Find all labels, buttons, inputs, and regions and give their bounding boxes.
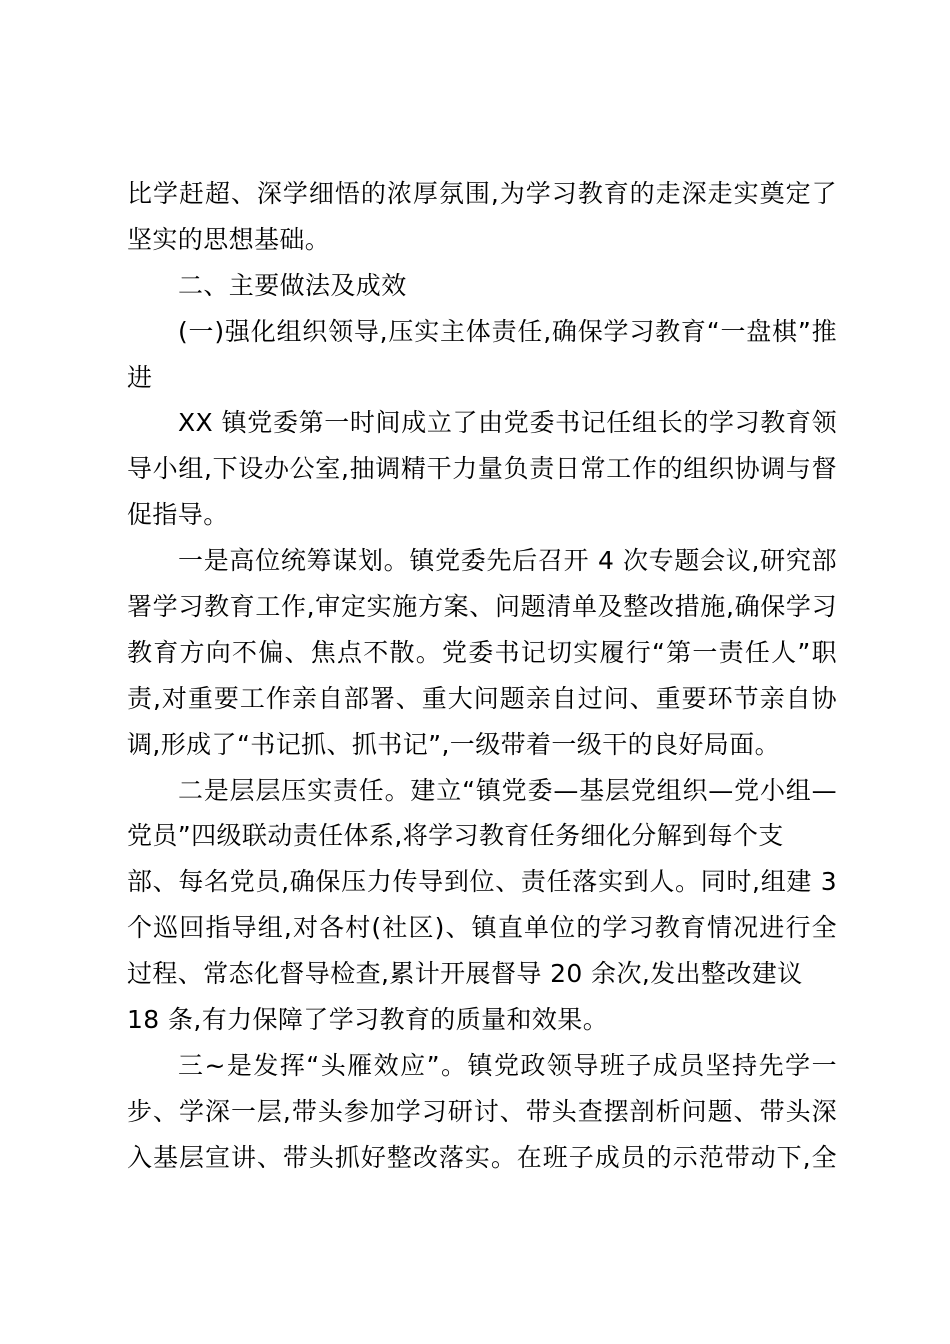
paragraph-line: 责,对重要工作亲自部署、重大问题亲自过问、重要环节亲自协 [127, 683, 837, 713]
paragraph-line: 坚实的思想基础。 [127, 224, 331, 254]
paragraph-line: 部、每名党员,确保压力传导到位、责任落实到人。同时,组建 3 [127, 867, 837, 897]
paragraph-line: 过程、常态化督导检查,累计开展督导 20 余次,发出整改建议 [127, 959, 803, 989]
paragraph-line: 导小组,下设办公室,抽调精干力量负责日常工作的组织协调与督 [127, 454, 837, 484]
paragraph-line: XX 镇党委第一时间成立了由党委书记任组长的学习教育领 [178, 408, 837, 438]
subsection-heading: (一)强化组织领导,压实主体责任,确保学习教育“一盘棋”推 [178, 316, 837, 346]
paragraph-line: 党员”四级联动责任体系,将学习教育任务细化分解到每个支 [127, 821, 784, 851]
paragraph-line: 三~是发挥“头雁效应”。镇党政领导班子成员坚持先学一 [178, 1050, 837, 1080]
paragraph-line: 教育方向不偏、焦点不散。党委书记切实履行“第一责任人”职 [127, 637, 837, 667]
paragraph-line: 18 条,有力保障了学习教育的质量和效果。 [127, 1005, 609, 1035]
paragraph-line: 比学赶超、深学细悟的浓厚氛围,为学习教育的走深走实奠定了 [127, 179, 837, 208]
document-body [127, 171, 837, 1181]
paragraph-line: 署学习教育工作,审定实施方案、问题清单及整改措施,确保学习 [127, 592, 837, 622]
paragraph-line: 调,形成了“书记抓、抓书记”,一级带着一级干的良好局面。 [127, 729, 780, 759]
paragraph-line: 步、学深一层,带头参加学习研讨、带头查摆剖析问题、带头深 [127, 1096, 837, 1126]
paragraph-line: 促指导。 [127, 500, 229, 530]
subsection-heading: 进 [127, 362, 153, 392]
paragraph-line: 入基层宣讲、带头抓好整改落实。在班子成员的示范带动下,全 [127, 1142, 837, 1172]
paragraph-line: 一是高位统筹谋划。镇党委先后召开 4 次专题会议,研究部 [178, 546, 837, 576]
paragraph-line: 个巡回指导组,对各村(社区)、镇直单位的学习教育情况进行全 [127, 913, 837, 943]
section-heading: 二、主要做法及成效 [178, 270, 407, 300]
paragraph-line: 二是层层压实责任。建立“镇党委—基层党组织—党小组— [178, 775, 837, 805]
